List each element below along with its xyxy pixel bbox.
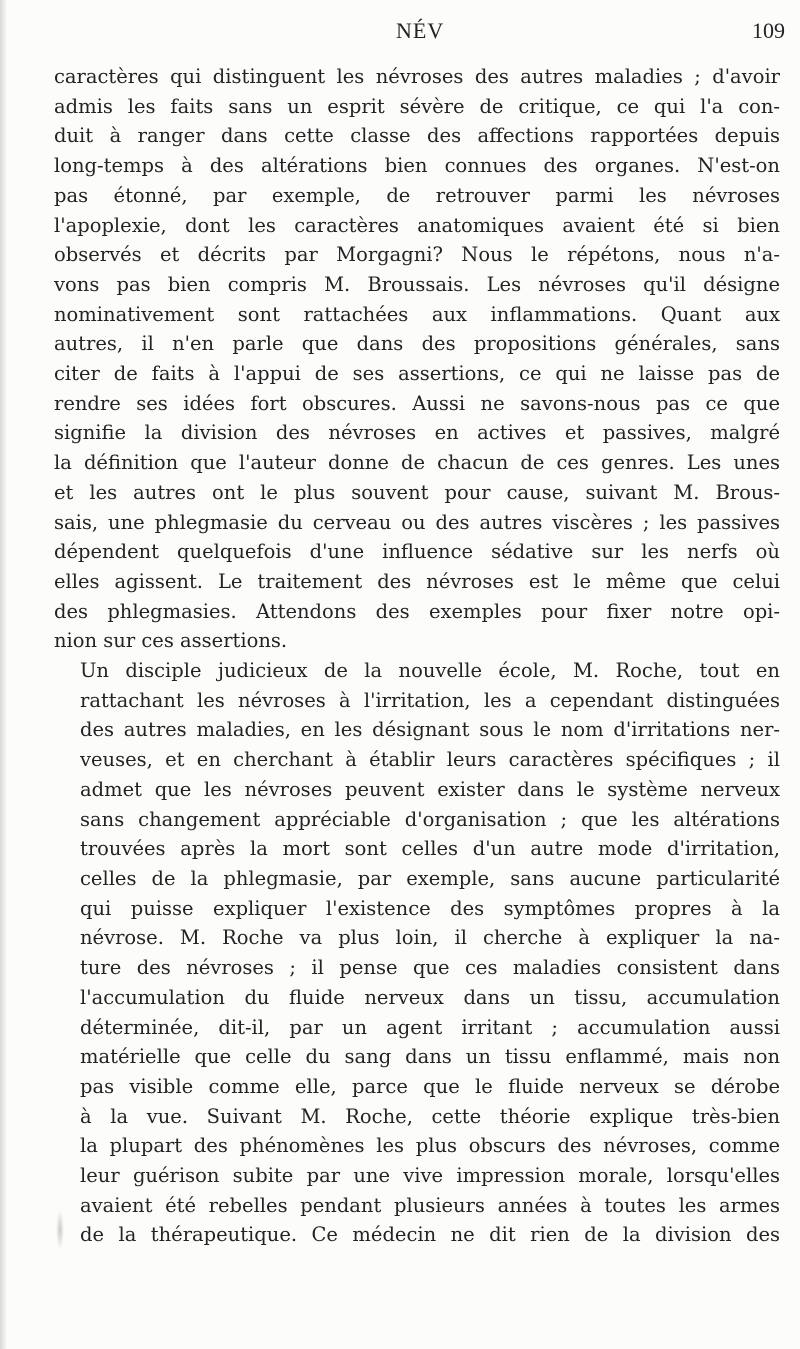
text-line: et les autres ont le plus souvent pour cause, suivant M. Brous- xyxy=(54,480,780,504)
text-line: vons pas bien compris M. Broussais. Les névroses qu'il désigne xyxy=(54,272,780,296)
text-line: ture des névroses ; il pense que ces maladies consistent dans xyxy=(80,956,780,980)
text-line: duit à ranger dans cette classe des affections rapportées depuis xyxy=(54,124,780,148)
text-line: de la thérapeutique. Ce médecin ne dit rien de la division des xyxy=(80,1223,780,1247)
text-line: la plupart des phénomènes les plus obscurs des névroses, comme xyxy=(80,1134,780,1158)
text-line: la définition que l'auteur donne de chacun de ces genres. Les unes xyxy=(54,451,780,475)
page-number: 109 xyxy=(752,18,785,43)
body-text xyxy=(54,62,780,1250)
text-line: nominativement sont rattachées aux inflammations. Quant aux xyxy=(54,302,780,326)
text-line: admis les faits sans un esprit sévère de critique, ce qui l'a con- xyxy=(54,94,780,118)
paragraph-1 xyxy=(54,62,780,656)
text-line: pas visible comme elle, parce que le fluide nerveux se dérobe xyxy=(80,1074,780,1098)
page-fold-shadow xyxy=(56,1210,64,1250)
text-line: observés et décrits par Morgagni? Nous le répétons, nous n'a- xyxy=(54,243,780,267)
text-line: signifie la division des névroses en actives et passives, malgré xyxy=(54,421,780,445)
text-line: avaient été rebelles pendant plusieurs années à toutes les armes xyxy=(80,1193,780,1217)
text-line: rendre ses idées fort obscures. Aussi ne savons-nous pas ce que xyxy=(54,391,780,415)
text-line: pas étonné, par exemple, de retrouver parmi les névroses xyxy=(54,183,780,207)
text-line: caractères qui distinguent les névroses des autres maladies ; d'avoir xyxy=(54,65,780,88)
text-line: à la vue. Suivant M. Roche, cette théorie explique très-bien xyxy=(80,1104,780,1128)
text-line: long-temps à des altérations bien connues des organes. N'est-on xyxy=(54,154,780,178)
text-line: veuses, et en cherchant à établir leurs caractères spécifiques ; il xyxy=(80,748,780,772)
text-line: citer de faits à l'appui de ses assertions, ce qui ne laisse pas de xyxy=(54,362,780,386)
text-line: celles de la phlegmasie, par exemple, sans aucune particularité xyxy=(80,866,780,890)
page-gutter-shadow xyxy=(0,0,6,1349)
text-line: des phlegmasies. Attendons des exemples pour fixer notre opi- xyxy=(54,599,780,623)
text-line: trouvées après la mort sont celles d'un autre mode d'irritation, xyxy=(80,837,780,861)
text-line: déterminée, dit-il, par un agent irritant ; accumulation aussi xyxy=(80,1015,780,1039)
text-line: l'accumulation du fluide nerveux dans un tissu, accumulation xyxy=(80,985,780,1009)
text-line: dépendent quelquefois d'une influence sédative sur les nerfs où xyxy=(54,540,780,564)
running-head: NÉV xyxy=(396,18,445,43)
text-line: nion sur ces assertions. xyxy=(54,629,288,653)
text-line: elles agissent. Le traitement des névroses est le même que celui xyxy=(54,569,780,593)
text-line: autres, il n'en parle que dans des propositions générales, sans xyxy=(54,332,780,356)
text-line: des autres maladies, en les désignant sous le nom d'irritations ner- xyxy=(80,718,780,742)
text-line: leur guérison subite par une vive impression morale, lorsqu'elles xyxy=(80,1164,780,1188)
text-line: Un disciple judicieux de la nouvelle école, M. Roche, tout en xyxy=(80,659,780,683)
paragraph-2 xyxy=(54,656,780,1250)
text-line: matérielle que celle du sang dans un tissu enflammé, mais non xyxy=(80,1045,780,1069)
page-header xyxy=(0,10,800,50)
text-line: sans changement appréciable d'organisation ; que les altérations xyxy=(80,807,780,831)
text-line: névrose. M. Roche va plus loin, il cherche à expliquer la na- xyxy=(80,926,780,950)
text-line: l'apoplexie, dont les caractères anatomiques avaient été si bien xyxy=(54,213,780,237)
text-line: rattachant les névroses à l'irritation, les a cependant distinguées xyxy=(80,688,780,712)
text-line: admet que les névroses peuvent exister dans le système nerveux xyxy=(80,777,780,801)
text-line: sais, une phlegmasie du cerveau ou des autres viscères ; les passives xyxy=(54,510,780,534)
text-line: qui puisse expliquer l'existence des symptômes propres à la xyxy=(80,896,780,920)
